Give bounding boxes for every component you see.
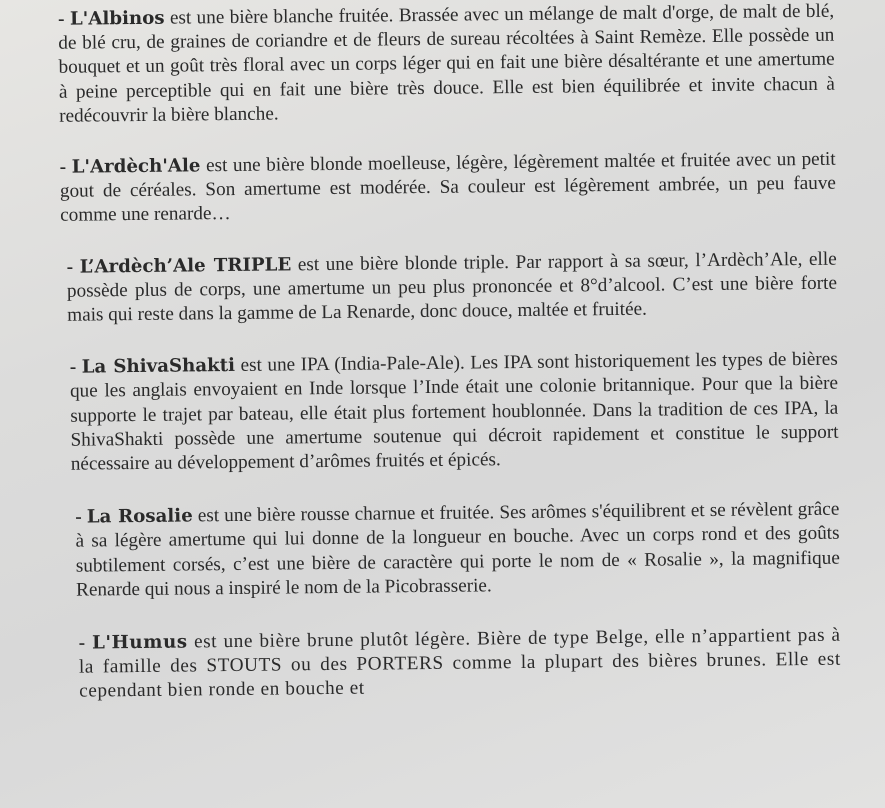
beer-entry-albinos xyxy=(40,0,841,129)
entry-dash: - xyxy=(78,632,93,654)
beer-entry-humus xyxy=(47,624,848,705)
beer-entry-ardechale xyxy=(42,148,843,229)
beer-description-ardechale: est une bière blonde moelleuse, légère, légèrement maltée et fruitée avec un petit gout de céréales. Son amertume est modérée. Sa couleur est légèrement ambrée, un peu fauve comme une renarde… xyxy=(59,148,836,227)
beer-name-ardechale: L'Ardèch'Ale xyxy=(71,155,201,178)
beer-description-ardechale-triple: est une bière blonde triple. Par rapport à sa sœur, l’Ardèch’Ale, elle possède plus de corps, une amertume un peu plus prononcée et 8°d’alcool. C’est une bière forte mais qui reste dans la gamme de La Renarde, donc douce, maltée et fruitée. xyxy=(66,248,838,326)
entry-dash: - xyxy=(69,356,82,378)
entry-dash: - xyxy=(75,506,87,528)
beer-description-albinos: est une bière blanche fruitée. Brassée avec un mélange de malt d'orge, de malt de blé, de blé cru, de graines de coriandre et de fleurs de sureau récoltées à Saint Remèze. Elle possède un bouquet et un goût très floral avec un corps léger qui en fait une bière désaltérante et une amertume à peine perceptible qui en fait une bière très douce. Elle est bien équilibrée et invite chacun à redécouvrir la bière blanche. xyxy=(58,0,835,127)
beer-name-albinos: L'Albinos xyxy=(69,7,165,30)
beer-entry-rosalie xyxy=(45,498,846,603)
entry-dash: - xyxy=(59,156,72,178)
beer-name-rosalie: La Rosalie xyxy=(86,505,193,528)
beer-description-shivashakti: est une IPA (India-Pale-Ale). Les IPA sont historiquement les types de bières que les anglais envoyaient en Inde lorsque l’Inde était une colonie britannique. Pour que la bière supporte le trajet par bateau, elle était plus fortement houblonnée. Dans la tradition de ces IPA, la ShivaShakti possède une amertume soutenue qui décroit rapidement et constitue le support nécessaire au développement d’arômes fruités et épicés. xyxy=(69,348,839,475)
beer-entry-ardechale-triple xyxy=(43,247,844,328)
beer-description-rosalie: est une bière rousse charnue et fruitée. Ses arômes s'équilibrent et se révèlent grâce à sa légère amertume qui lui donne de la longueur en bouche. Avec un corps rond et des goûts subtilement corsés, c’est une bière de caractère qui porte le nom de « Rosalie », la magnifique Renarde qui nous a inspiré le nom de la Picobrasserie. xyxy=(75,498,840,601)
beer-entry-shivashakti xyxy=(44,348,845,477)
beer-name-humus: L'Humus xyxy=(91,631,188,654)
beer-name-shivashakti: La ShivaShakti xyxy=(81,355,236,378)
entry-dash: - xyxy=(58,8,71,30)
beer-description-humus: est une bière brune plutôt légère. Bière de type Belge, elle n’appartient pas à la famille des STOUTS ou des PORTERS comme la plupart des bières brunes. Elle est cependant bien ronde en bouche et xyxy=(78,624,841,703)
entry-dash: - xyxy=(66,256,80,278)
beer-description-sheet xyxy=(40,0,848,731)
beer-name-ardechale-triple: L’Ardèch’Ale TRIPLE xyxy=(79,254,292,278)
